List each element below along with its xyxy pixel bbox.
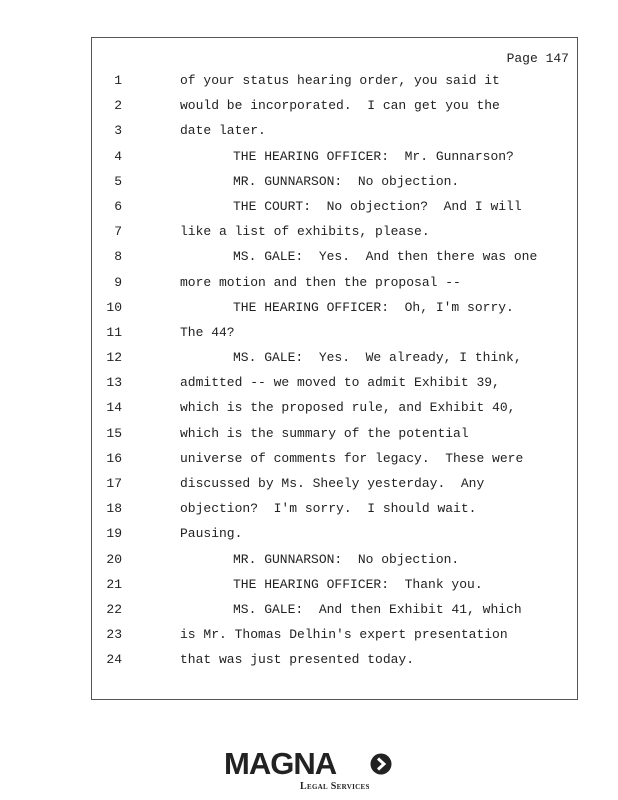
transcript-line — [92, 472, 577, 497]
transcript-line — [92, 69, 577, 94]
transcript-line — [92, 447, 577, 472]
line-text: admitted -- we moved to admit Exhibit 39, — [180, 375, 500, 391]
line-text: more motion and then the proposal -- — [180, 274, 461, 290]
transcript-line — [92, 598, 577, 623]
line-number: 20 — [106, 551, 122, 567]
line-number: 13 — [106, 375, 122, 391]
line-text: universe of comments for legacy. These were — [180, 450, 524, 466]
line-number: 6 — [114, 198, 122, 214]
line-text: MR. GUNNARSON: No objection. — [233, 551, 460, 567]
line-text: of your status hearing order, you said it — [180, 73, 500, 88]
line-text: Pausing. — [180, 526, 243, 542]
line-number: 9 — [114, 274, 122, 290]
line-text: which is the summary of the potential — [180, 425, 469, 441]
line-number: 24 — [106, 652, 122, 668]
transcript-line — [92, 623, 577, 648]
transcript-page — [91, 37, 578, 700]
transcript-line — [92, 170, 577, 195]
line-text: objection? I'm sorry. I should wait. — [180, 501, 477, 517]
transcript-line — [92, 548, 577, 573]
line-text: like a list of exhibits, please. — [180, 224, 430, 240]
transcript-line — [92, 346, 577, 371]
line-text: THE HEARING OFFICER: Thank you. — [233, 576, 483, 592]
transcript-line — [92, 573, 577, 598]
line-number: 23 — [106, 627, 122, 643]
line-number: 19 — [106, 526, 122, 542]
line-text: MS. GALE: Yes. And then there was one — [233, 249, 538, 265]
line-number: 8 — [114, 249, 122, 265]
line-text: MS. GALE: Yes. We already, I think, — [233, 350, 522, 366]
transcript-line — [92, 271, 577, 296]
line-text: The 44? — [180, 324, 235, 340]
transcript-line — [92, 119, 577, 144]
line-number: 3 — [114, 123, 122, 139]
transcript-line — [92, 396, 577, 421]
transcript-line — [92, 648, 577, 673]
line-text: MS. GALE: And then Exhibit 41, which — [233, 601, 522, 617]
transcript-line — [92, 371, 577, 396]
line-number: 22 — [106, 601, 122, 617]
line-number: 21 — [106, 576, 122, 592]
transcript-line — [92, 497, 577, 522]
line-text: is Mr. Thomas Delhin's expert presentation — [180, 627, 508, 643]
line-number: 16 — [106, 450, 122, 466]
line-text: MR. GUNNARSON: No objection. — [233, 173, 460, 189]
transcript-line — [92, 321, 577, 346]
line-number: 7 — [114, 224, 122, 240]
logo-tagline: Legal Services — [300, 781, 370, 792]
page-number: Page 147 — [506, 51, 569, 66]
line-number: 14 — [106, 400, 122, 416]
line-text: date later. — [180, 123, 266, 139]
line-text: which is the proposed rule, and Exhibit 40, — [180, 400, 516, 416]
magna-logo — [224, 748, 399, 796]
transcript-lines — [92, 69, 577, 674]
line-number: 5 — [114, 173, 122, 189]
line-text: that was just presented today. — [180, 652, 415, 668]
transcript-line — [92, 195, 577, 220]
transcript-line — [92, 220, 577, 245]
transcript-line — [92, 94, 577, 119]
line-number: 18 — [106, 501, 122, 517]
transcript-line — [92, 245, 577, 270]
line-number: 1 — [114, 73, 122, 88]
line-number: 11 — [106, 324, 122, 340]
transcript-line — [92, 522, 577, 547]
line-text: THE HEARING OFFICER: Mr. Gunnarson? — [233, 148, 514, 164]
line-number: 17 — [106, 476, 122, 491]
line-text: THE HEARING OFFICER: Oh, I'm sorry. — [233, 299, 514, 315]
line-number: 12 — [106, 350, 122, 366]
transcript-line — [92, 145, 577, 170]
line-number: 10 — [106, 299, 122, 315]
line-number: 2 — [114, 98, 122, 114]
line-number: 4 — [114, 148, 122, 164]
line-text: would be incorporated. I can get you the — [180, 98, 500, 114]
line-text: discussed by Ms. Sheely yesterday. Any — [180, 476, 485, 491]
transcript-line — [92, 296, 577, 321]
line-number: 15 — [106, 425, 122, 441]
logo-wordmark: MAGNA — [224, 746, 337, 781]
chevron-circle-right-icon — [370, 753, 392, 775]
transcript-line — [92, 422, 577, 447]
line-text: THE COURT: No objection? And I will — [233, 198, 522, 214]
